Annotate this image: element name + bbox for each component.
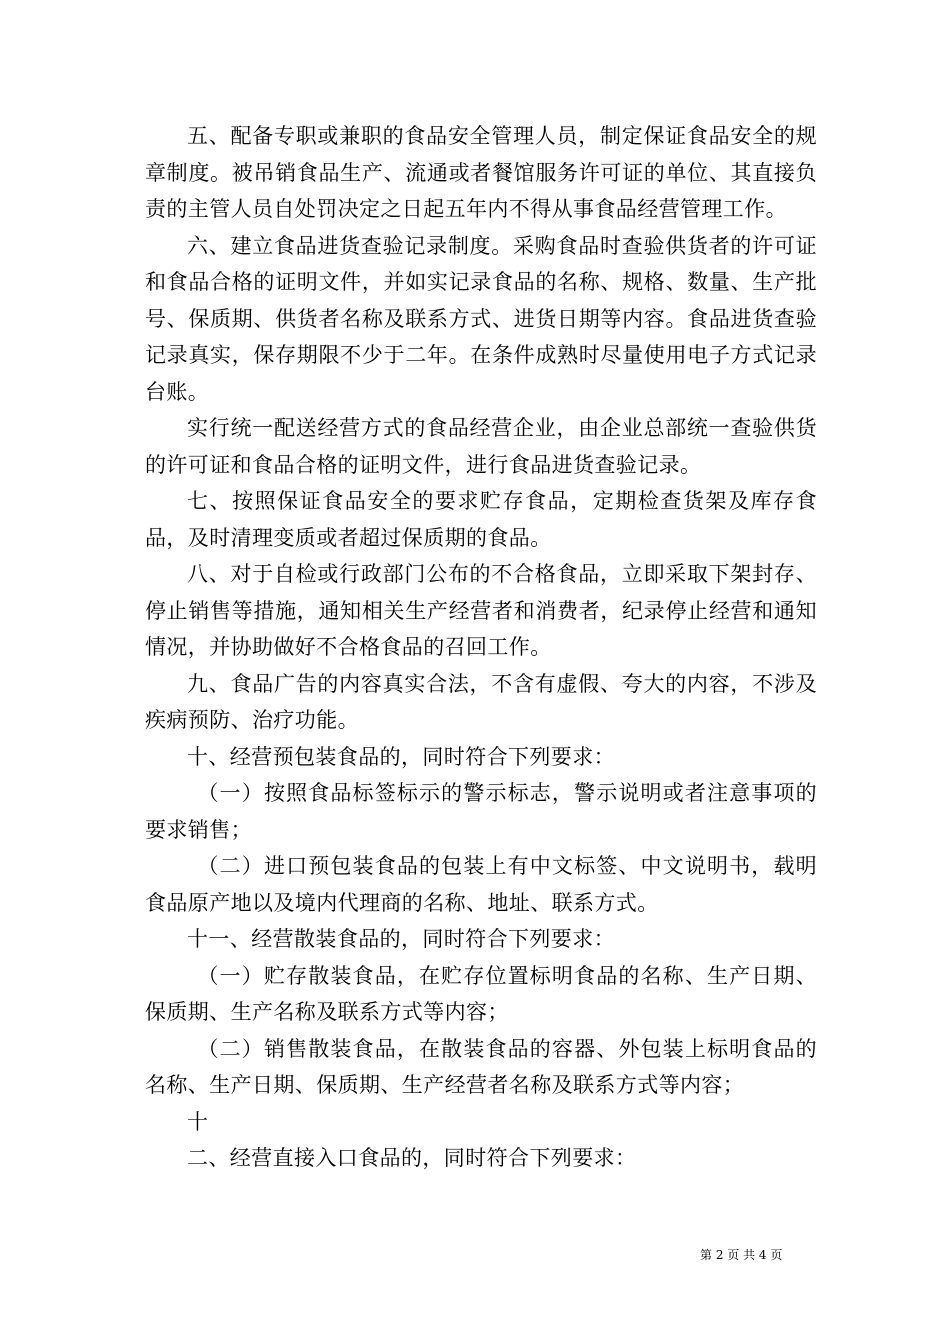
- paragraph-9: 九、食品广告的内容真实合法，不含有虚假、夸大的内容，不涉及疾病预防、治疗功能。: [145, 671, 817, 732]
- paragraph-7: 七、按照保证食品安全的要求贮存食品，定期检查货架及库存食品，及时清理变质或者超过保质期的食品。: [145, 489, 817, 550]
- paragraph-10: 十、经营预包装食品的，同时符合下列要求：: [187, 744, 615, 769]
- paragraph-5: 五、配备专职或兼职的食品安全管理人员，制定保证食品安全的规章制度。被吊销食品生产、流通或者餐馆服务许可证的单位、其直接负责的主管人员自处罚决定之日起五年内不得从事食品经营管理工作。: [145, 124, 817, 221]
- document-body: [145, 118, 817, 1177]
- paragraph-10-item-1: （一）按照食品标签标示的警示标志，警示说明或者注意事项的要求销售；: [145, 781, 817, 842]
- paragraph-6: 六、建立食品进货查验记录制度。采购食品时查验供货者的许可证和食品合格的证明文件，并如实记录食品的名称、规格、数量、生产批号、保质期、供货者名称及联系方式、进货日期等内容。食品进货查验记录真实，保存期限不少于二年。在条件成熟时尽量使用电子方式记录台账。: [145, 233, 817, 404]
- paragraph-6-supplement: 实行统一配送经营方式的食品经营企业，由企业总部统一查验供货的许可证和食品合格的证明文件，进行食品进货查验记录。: [145, 416, 817, 477]
- page-number: 第 2 页 共 4 页: [700, 1248, 783, 1262]
- paragraph-10-item-2: （二）进口预包装食品的包装上有中文标签、中文说明书，载明食品原产地以及境内代理商的名称、地址、联系方式。: [145, 854, 817, 915]
- paragraph-11-item-1: （一）贮存散装食品，在贮存位置标明食品的名称、生产日期、保质期、生产名称及联系方式等内容；: [145, 963, 817, 1024]
- paragraph-12: 二、经营直接入口食品的，同时符合下列要求：: [187, 1146, 637, 1170]
- paragraph-11-item-2: （二）销售散装食品，在散装食品的容器、外包装上标明食品的名称、生产日期、保质期、生产经营者名称及联系方式等内容；: [145, 1036, 817, 1097]
- paragraph-12-fragment: 十: [187, 1109, 209, 1134]
- paragraph-11: 十一、经营散装食品的，同时符合下列要求：: [187, 927, 615, 951]
- paragraph-8: 八、对于自检或行政部门公布的不合格食品，立即采取下架封存、停止销售等措施，通知相关生产经营者和消费者，纪录停止经营和通知情况，并协助做好不合格食品的召回工作。: [145, 562, 817, 659]
